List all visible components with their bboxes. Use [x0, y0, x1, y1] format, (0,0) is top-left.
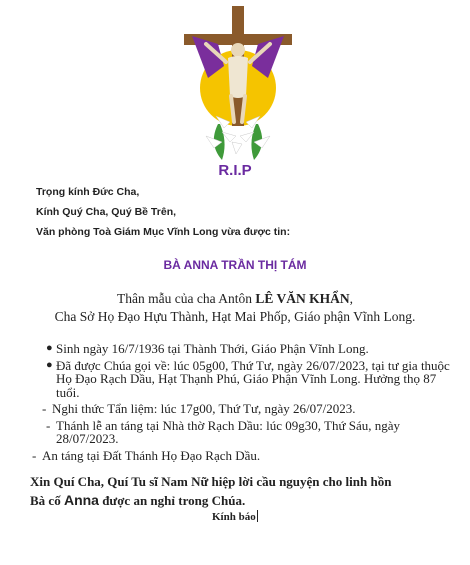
- list-item: [30, 342, 450, 356]
- closing-prefix: Bà cố: [30, 493, 64, 508]
- intro-line-1: [0, 290, 470, 308]
- rip-title: R.I.P: [218, 162, 252, 179]
- closing-name: Anna: [63, 492, 99, 508]
- deceased-name: BÀ ANNA TRẦN THỊ TÁM: [163, 258, 307, 272]
- bullet-dot: ●: [46, 342, 53, 354]
- greeting-line-office: Văn phòng Toà Giám Mục Vĩnh Long vừa được tin:: [36, 226, 291, 238]
- closing-suffix: được an nghỉ trong Chúa.: [98, 493, 246, 508]
- closing-line-1: Xin Quí Cha, Quí Tu sĩ Nam Nữ hiệp lời cầu nguyện cho linh hồn: [30, 474, 392, 489]
- son-name: LÊ VĂN KHẨN: [255, 291, 350, 306]
- event-death: Đã được Chúa gọi về: lúc 05g00, Thứ Tư, ngày 26/07/2023, tại tư gia thuộc Họ Đạo Rạch Dầu, Hạt Thạnh Phú, Giáo Phận Vĩnh Long. Hưởng thọ 87 tuổi.: [56, 357, 450, 400]
- event-birth: Sinh ngày 16/7/1936 tại Thành Thới, Giáo Phận Vĩnh Long.: [56, 341, 369, 356]
- intro-block: [0, 290, 470, 326]
- dash-marker: -: [32, 447, 37, 463]
- signature: [212, 510, 258, 523]
- event-list: [30, 342, 450, 465]
- signature-text: Kính báo: [212, 511, 256, 523]
- list-item: [30, 402, 450, 416]
- greeting-line-priests: Kính Quý Cha, Quý Bề Trên,: [36, 206, 177, 218]
- intro-prefix: Thân mẫu của cha Antôn: [117, 291, 256, 306]
- list-item: [30, 359, 450, 400]
- crucifix-icon: [178, 4, 298, 164]
- intro-suffix: ,: [349, 291, 353, 306]
- closing-prayer: [30, 473, 450, 510]
- closing-line-2: [30, 491, 450, 510]
- event-burial: An táng tại Đất Thánh Họ Đạo Rạch Dầu.: [42, 447, 261, 463]
- bullet-dot: ●: [46, 358, 53, 371]
- list-item: [30, 449, 450, 463]
- dash-marker: -: [46, 417, 51, 433]
- event-funeral-mass: Thánh lễ an táng tại Nhà thờ Rạch Dầu: lúc 09g30, Thứ Sáu, ngày 28/07/2023.: [56, 417, 401, 446]
- greeting-line-bishop: Trọng kính Đức Cha,: [36, 186, 140, 198]
- text-cursor: [257, 510, 258, 522]
- list-item: [30, 419, 450, 446]
- intro-line-2: Cha Sở Họ Đạo Hựu Thành, Hạt Mai Phốp, Giáo phận Vĩnh Long.: [54, 309, 416, 324]
- dash-marker: -: [42, 401, 47, 416]
- event-shrouding: Nghi thức Tẩn liệm: lúc 17g00, Thứ Tư, ngày 26/07/2023.: [52, 401, 356, 416]
